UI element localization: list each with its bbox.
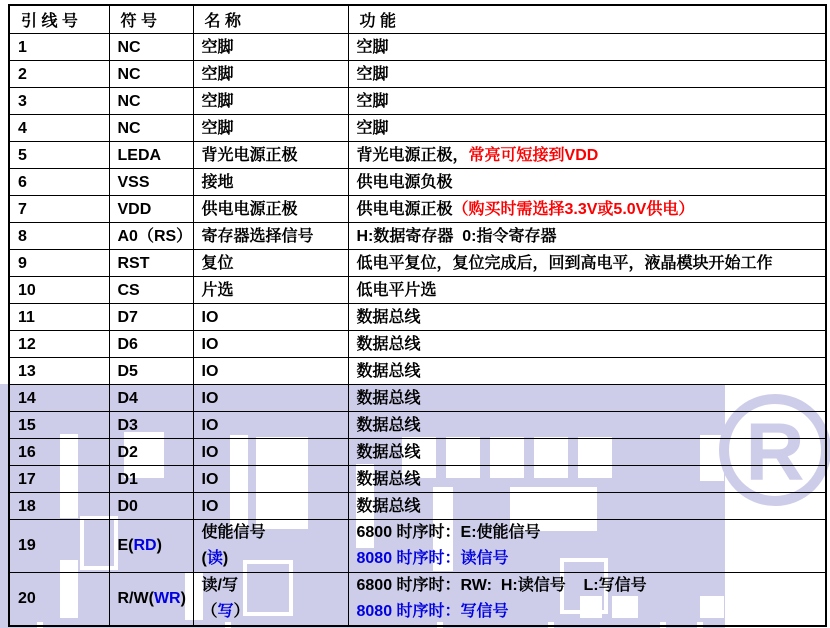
pin-number-cell: [9, 196, 109, 223]
text-segment: 空脚: [201, 38, 234, 56]
text-segment: D1: [117, 470, 138, 488]
cell-line: [18, 251, 107, 276]
cell-line: [118, 89, 191, 114]
cell-line: [118, 359, 191, 384]
symbol-cell: [109, 115, 193, 142]
cell-line: [357, 89, 824, 114]
text-segment: 供电电源正极: [356, 200, 453, 218]
text-segment: 数据总线: [356, 362, 421, 380]
cell-line: [357, 573, 824, 599]
cell-line: [357, 197, 824, 222]
text-segment: 数据总线: [356, 416, 421, 434]
function-cell: [348, 439, 826, 466]
cell-line: [18, 413, 107, 438]
cell-line: [202, 413, 346, 438]
name-cell: [193, 223, 348, 250]
cell-line: [202, 116, 346, 141]
symbol-cell: [109, 196, 193, 223]
text-segment: 空脚: [356, 119, 389, 137]
cell-line: [202, 599, 346, 625]
cell-line: [357, 62, 824, 87]
function-cell: [348, 358, 826, 385]
cell-line: [357, 413, 824, 438]
function-cell: [348, 493, 826, 520]
text-segment: D7: [117, 308, 138, 326]
cell-line: [357, 467, 824, 492]
symbol-cell: [109, 223, 193, 250]
pin-number-cell: [9, 493, 109, 520]
function-cell: [348, 142, 826, 169]
function-cell: [348, 277, 826, 304]
cell-line: [18, 170, 107, 195]
text-segment: 2: [18, 65, 27, 83]
name-cell: [193, 412, 348, 439]
text-segment: 寄存器选择信号: [201, 227, 314, 245]
cell-line: [118, 494, 191, 519]
cell-line: [357, 359, 824, 384]
text-segment: 读: [206, 550, 223, 567]
text-segment: IO: [201, 470, 219, 488]
table-row: [9, 439, 826, 466]
name-cell: [193, 61, 348, 88]
name-cell: [193, 520, 348, 573]
cell-line: [202, 573, 346, 599]
pin-number-cell: [9, 169, 109, 196]
text-segment: ): [180, 590, 186, 607]
cell-line: [202, 332, 346, 357]
function-cell: [348, 223, 826, 250]
text-segment: 空脚: [201, 65, 234, 83]
text-segment: 4: [18, 119, 27, 137]
name-cell: [193, 466, 348, 493]
text-segment: IO: [201, 362, 219, 380]
function-cell: [348, 34, 826, 61]
cell-line: [18, 359, 107, 384]
registered-letter: R: [745, 407, 805, 498]
cell-line: [357, 520, 824, 546]
text-segment: 6: [18, 173, 27, 191]
cell-line: [118, 143, 191, 168]
text-segment: 空脚: [356, 92, 389, 110]
table-row: [9, 115, 826, 142]
text-segment: WR: [153, 590, 181, 607]
symbol-cell: [109, 169, 193, 196]
cell-line: [202, 62, 346, 87]
cell-line: [357, 116, 824, 141]
text-segment: 背光电源正极: [201, 146, 298, 164]
column-header: 名 称: [193, 5, 348, 34]
table-row: [9, 88, 826, 115]
text-segment: 供电电源负极: [356, 173, 453, 191]
text-segment: R/W(: [117, 590, 154, 607]
table-row: [9, 142, 826, 169]
symbol-cell: [109, 34, 193, 61]
text-segment: ): [156, 537, 162, 554]
text-segment: LEDA: [117, 146, 162, 164]
text-segment: 空脚: [201, 92, 234, 110]
pin-number-cell: [9, 304, 109, 331]
cell-line: [202, 440, 346, 465]
name-cell: [193, 34, 348, 61]
pin-number-cell: [9, 61, 109, 88]
cell-line: [118, 305, 191, 330]
cell-line: [118, 224, 191, 249]
text-segment: NC: [117, 38, 141, 56]
text-segment: 20: [18, 590, 36, 607]
table-row: [9, 573, 826, 627]
text-segment: 1: [18, 38, 27, 56]
text-segment: H:数据寄存器 0:指令寄存器: [356, 227, 557, 245]
pin-number-cell: [9, 223, 109, 250]
function-cell: [348, 250, 826, 277]
cell-line: [357, 332, 824, 357]
text-segment: IO: [201, 416, 219, 434]
text-segment: VDD: [117, 200, 152, 218]
pin-number-cell: [9, 520, 109, 573]
cell-line: [118, 440, 191, 465]
text-segment: 8080 时序时：写信号: [356, 603, 509, 620]
cell-line: [18, 197, 107, 222]
table-row: [9, 223, 826, 250]
function-cell: [348, 169, 826, 196]
text-segment: 低电平复位，复位完成后，回到高电平，液晶模块开始工作: [356, 254, 773, 272]
cell-line: [18, 278, 107, 303]
cell-line: [18, 586, 107, 612]
text-segment: 17: [18, 470, 36, 488]
cell-line: [202, 467, 346, 492]
cell-line: [118, 62, 191, 87]
text-segment: D3: [117, 416, 138, 434]
text-segment: 使能信号: [201, 524, 266, 541]
symbol-cell: [109, 573, 193, 627]
column-header: 符 号: [109, 5, 193, 34]
cell-line: [18, 386, 107, 411]
function-cell: [348, 385, 826, 412]
cell-line: [202, 305, 346, 330]
text-segment: IO: [201, 389, 219, 407]
text-segment: 10: [18, 281, 36, 299]
text-segment: (: [201, 550, 207, 567]
symbol-cell: [109, 520, 193, 573]
text-segment: IO: [201, 308, 219, 326]
symbol-cell: [109, 142, 193, 169]
cell-line: [118, 386, 191, 411]
text-segment: CS: [117, 281, 140, 299]
name-cell: [193, 493, 348, 520]
text-segment: 19: [18, 537, 36, 554]
table-row: [9, 466, 826, 493]
cell-line: [357, 143, 824, 168]
cell-line: [18, 224, 107, 249]
symbol-cell: [109, 61, 193, 88]
cell-line: [357, 305, 824, 330]
cell-line: [18, 62, 107, 87]
text-segment: 数据总线: [356, 497, 421, 515]
text-segment: 供电电源正极: [201, 200, 298, 218]
cell-line: [202, 278, 346, 303]
pin-number-cell: [9, 331, 109, 358]
cell-line: [18, 89, 107, 114]
function-cell: [348, 196, 826, 223]
text-segment: NC: [117, 65, 141, 83]
text-segment: 13: [18, 362, 36, 380]
column-header: 引 线 号: [9, 5, 109, 34]
text-segment: NC: [117, 92, 141, 110]
text-segment: 16: [18, 443, 36, 461]
cell-line: [118, 197, 191, 222]
name-cell: [193, 142, 348, 169]
name-cell: [193, 196, 348, 223]
pin-number-cell: [9, 250, 109, 277]
function-cell: [348, 88, 826, 115]
cell-line: [18, 467, 107, 492]
cell-line: [118, 467, 191, 492]
cell-line: [202, 546, 346, 572]
cell-line: [357, 170, 824, 195]
table-body: [9, 34, 826, 627]
text-segment: ）: [233, 603, 250, 620]
text-segment: D4: [117, 389, 138, 407]
text-segment: IO: [201, 497, 219, 515]
text-segment: 读/写: [201, 577, 238, 594]
cell-line: [202, 494, 346, 519]
table-row: [9, 34, 826, 61]
text-segment: 8080 时序时：读信号: [356, 550, 509, 567]
text-segment: 12: [18, 335, 36, 353]
column-header: 功 能: [348, 5, 826, 34]
symbol-cell: [109, 250, 193, 277]
symbol-cell: [109, 385, 193, 412]
symbol-cell: [109, 358, 193, 385]
text-segment: 复位: [201, 254, 234, 272]
text-segment: D2: [117, 443, 138, 461]
cell-line: [118, 278, 191, 303]
table-row: [9, 358, 826, 385]
symbol-cell: [109, 439, 193, 466]
text-segment: 7: [18, 200, 27, 218]
symbol-cell: [109, 493, 193, 520]
text-segment: IO: [201, 443, 219, 461]
cell-line: [118, 170, 191, 195]
text-segment: 6800 时序时：E:使能信号: [356, 524, 541, 541]
function-cell: [348, 466, 826, 493]
function-cell: [348, 115, 826, 142]
pin-number-cell: [9, 277, 109, 304]
symbol-cell: [109, 331, 193, 358]
cell-line: [202, 359, 346, 384]
cell-line: [202, 197, 346, 222]
cell-line: [118, 533, 191, 559]
cell-line: [18, 116, 107, 141]
table-row: [9, 250, 826, 277]
pin-table: [8, 4, 827, 627]
table-row: [9, 412, 826, 439]
text-segment: 14: [18, 389, 36, 407]
table-row: [9, 61, 826, 88]
text-segment: 数据总线: [356, 335, 421, 353]
cell-line: [18, 35, 107, 60]
cell-line: [118, 251, 191, 276]
text-segment: （购买时需选择3.3V或5.0V供电）: [452, 200, 695, 218]
table-row: [9, 277, 826, 304]
text-segment: 9: [18, 254, 27, 272]
cell-line: [18, 440, 107, 465]
name-cell: [193, 439, 348, 466]
text-segment: 3: [18, 92, 27, 110]
cell-line: [118, 332, 191, 357]
table-row: [9, 331, 826, 358]
pin-number-cell: [9, 34, 109, 61]
name-cell: [193, 573, 348, 627]
cell-line: [18, 533, 107, 559]
cell-line: [202, 89, 346, 114]
name-cell: [193, 304, 348, 331]
text-segment: 接地: [201, 173, 234, 191]
text-segment: RST: [117, 254, 150, 272]
text-segment: 11: [18, 308, 35, 326]
text-segment: D6: [117, 335, 138, 353]
text-segment: 6800 时序时：RW: H:读信号 L:写信号: [356, 577, 647, 594]
text-segment: 写: [217, 603, 234, 620]
text-segment: 片选: [201, 281, 234, 299]
pin-number-cell: [9, 412, 109, 439]
text-segment: 数据总线: [356, 470, 421, 488]
text-segment: 空脚: [201, 119, 234, 137]
symbol-cell: [109, 88, 193, 115]
name-cell: [193, 358, 348, 385]
text-segment: 数据总线: [356, 389, 421, 407]
symbol-cell: [109, 304, 193, 331]
text-segment: 数据总线: [356, 443, 421, 461]
text-segment: ): [222, 550, 229, 567]
text-segment: D5: [117, 362, 138, 380]
pin-number-cell: [9, 115, 109, 142]
text-segment: RD: [133, 537, 157, 554]
text-segment: 背光电源正极，: [356, 146, 469, 164]
function-cell: [348, 520, 826, 573]
text-segment: 数据总线: [356, 308, 421, 326]
cell-line: [357, 224, 824, 249]
cell-line: [202, 170, 346, 195]
name-cell: [193, 331, 348, 358]
cell-line: [357, 599, 824, 625]
header-row: [9, 5, 826, 34]
cell-line: [357, 278, 824, 303]
cell-line: [118, 116, 191, 141]
name-cell: [193, 88, 348, 115]
cell-line: [202, 520, 346, 546]
cell-line: [202, 251, 346, 276]
text-segment: NC: [117, 119, 141, 137]
cell-line: [18, 305, 107, 330]
text-segment: D0: [117, 497, 138, 515]
function-cell: [348, 412, 826, 439]
symbol-cell: [109, 412, 193, 439]
function-cell: [348, 61, 826, 88]
cell-line: [357, 546, 824, 572]
symbol-cell: [109, 466, 193, 493]
text-segment: （: [201, 603, 218, 620]
function-cell: [348, 573, 826, 627]
symbol-cell: [109, 277, 193, 304]
cell-line: [357, 35, 824, 60]
name-cell: [193, 169, 348, 196]
cell-line: [118, 586, 191, 612]
table-row: [9, 385, 826, 412]
cell-line: [118, 413, 191, 438]
name-cell: [193, 250, 348, 277]
pin-number-cell: [9, 358, 109, 385]
table-row: [9, 493, 826, 520]
cell-line: [18, 494, 107, 519]
cell-line: [202, 386, 346, 411]
cell-line: [18, 332, 107, 357]
text-segment: 8: [18, 227, 27, 245]
cell-line: [357, 494, 824, 519]
cell-line: [202, 224, 346, 249]
cell-line: [357, 251, 824, 276]
name-cell: [193, 385, 348, 412]
table-row: [9, 169, 826, 196]
table-row: [9, 520, 826, 573]
pin-number-cell: [9, 466, 109, 493]
text-segment: E(: [117, 537, 134, 554]
name-cell: [193, 277, 348, 304]
text-segment: 18: [18, 497, 36, 515]
cell-line: [18, 143, 107, 168]
cell-line: [357, 386, 824, 411]
pin-number-cell: [9, 439, 109, 466]
pin-number-cell: [9, 385, 109, 412]
text-segment: VSS: [117, 173, 150, 191]
text-segment: IO: [201, 335, 219, 353]
text-segment: 15: [18, 416, 36, 434]
text-segment: 空脚: [356, 38, 389, 56]
cell-line: [202, 143, 346, 168]
text-segment: 5: [18, 146, 27, 164]
text-segment: 常亮可短接到VDD: [468, 146, 599, 164]
cell-line: [357, 440, 824, 465]
cell-line: [202, 35, 346, 60]
pin-number-cell: [9, 573, 109, 627]
text-segment: A0（RS）: [117, 227, 193, 245]
text-segment: 空脚: [356, 65, 389, 83]
function-cell: [348, 304, 826, 331]
table-row: [9, 304, 826, 331]
pin-number-cell: [9, 88, 109, 115]
pin-number-cell: [9, 142, 109, 169]
name-cell: [193, 115, 348, 142]
function-cell: [348, 331, 826, 358]
table-row: [9, 196, 826, 223]
text-segment: 低电平片选: [356, 281, 437, 299]
cell-line: [118, 35, 191, 60]
